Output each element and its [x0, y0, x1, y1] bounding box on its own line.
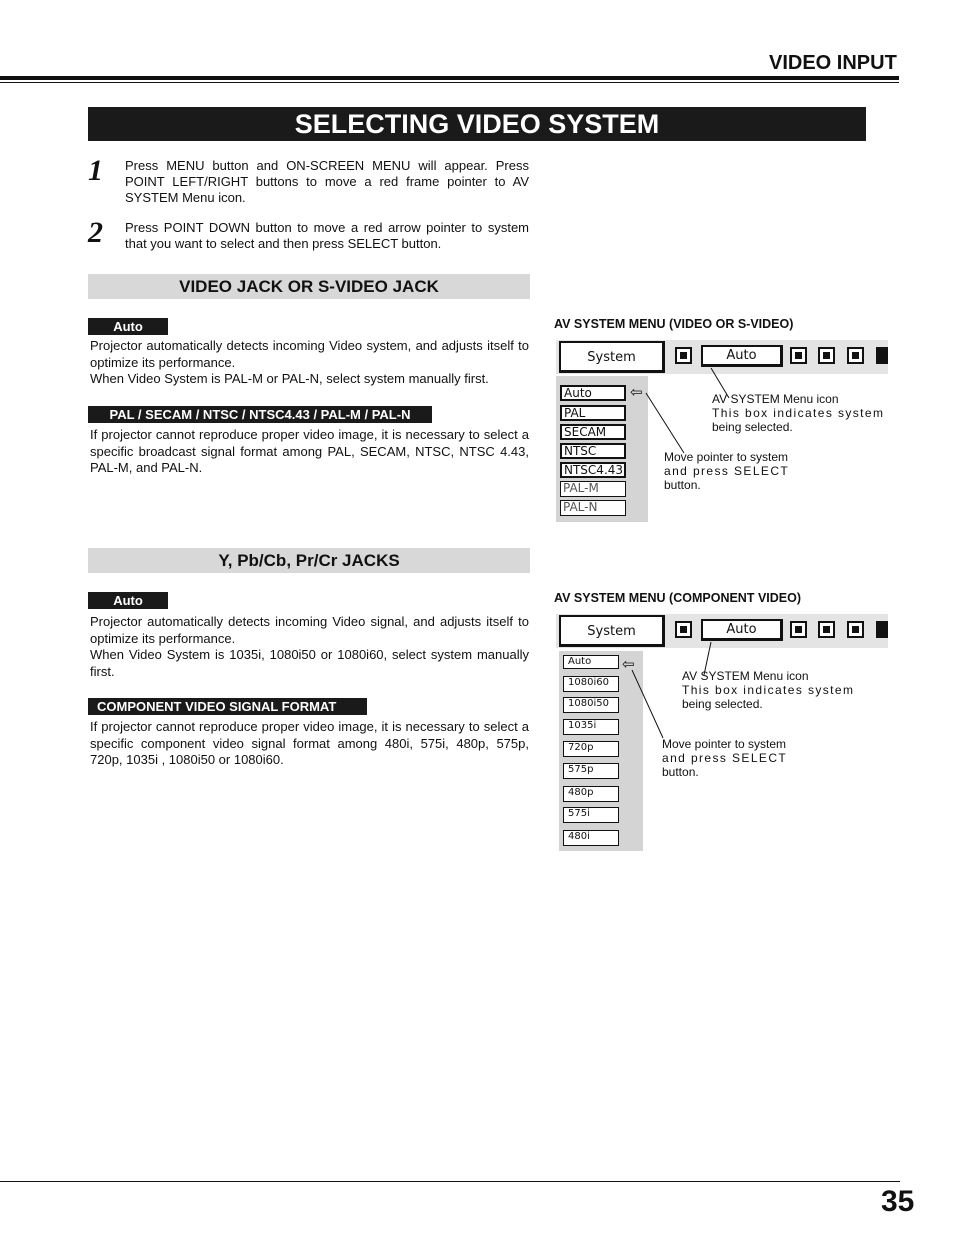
menu-component-item-7[interactable]: 575i [563, 807, 619, 823]
menu-video-item-5[interactable]: PAL-M [560, 481, 626, 497]
menu-video-pointer-callout-2: and press SELECT [664, 464, 790, 478]
component-format-text: If projector cannot reproduce proper video image, it is necessary to select a specific component video signal format among 480i, 575i, 480p, 575p, 720p, 1035i , 1080i50 or 1080i60. [90, 719, 529, 767]
menu-component-caption: AV SYSTEM MENU (COMPONENT VIDEO) [554, 591, 802, 605]
menu-component-pointer-callout [662, 737, 787, 779]
video-auto-text-2: When Video System is PAL-M or PAL-N, select system manually first. [90, 371, 489, 386]
menu-video-item-1[interactable]: PAL [560, 405, 626, 421]
video-format-text: If projector cannot reproduce proper video image, it is necessary to select a specific broadcast signal format among PAL, SECAM, NTSC, NTSC 4.43, PAL-M, and PAL-N. [90, 427, 529, 475]
menu-video-current-system[interactable]: Auto [701, 345, 783, 367]
menu-component-icon-callout-1: AV SYSTEM Menu icon [682, 669, 809, 683]
menu-component-item-8[interactable]: 480i [563, 830, 619, 846]
menu-video-pointer-arrow-icon: ⇦ [630, 384, 643, 401]
menu-video-item-6[interactable]: PAL-N [560, 500, 626, 516]
menu-video-item-4[interactable]: NTSC4.43 [560, 462, 626, 478]
step-2-number: 2 [88, 216, 103, 249]
menu-component-system-label[interactable]: System [559, 615, 665, 647]
menu-video-item-2[interactable]: SECAM [560, 424, 626, 440]
menu-component-current-system[interactable]: Auto [701, 619, 783, 641]
menu-video-pointer-callout-line [646, 393, 684, 453]
video-jack-heading: VIDEO JACK OR S-VIDEO JACK [88, 274, 530, 299]
component-jacks-heading: Y, Pb/Cb, Pr/Cr JACKS [88, 548, 530, 573]
component-format-tag: COMPONENT VIDEO SIGNAL FORMAT [88, 698, 367, 715]
step-2-text: Press POINT DOWN button to move a red arrow pointer to system that you want to select and then press SELECT button. [125, 220, 529, 251]
menu-component-item-4[interactable]: 720p [563, 741, 619, 757]
step-1-number: 1 [88, 154, 103, 187]
menu-component-pointer-callout-2: and press SELECT [662, 751, 788, 765]
menu-video-system-label[interactable]: System [559, 341, 665, 373]
menu-video-pointer-callout-3: button. [664, 478, 701, 492]
menu-component-item-3[interactable]: 1035i [563, 719, 619, 735]
component-auto-text-2: When Video System is 1035i, 1080i50 or 1080i60, select system manually first. [90, 647, 529, 679]
step-1-text: Press MENU button and ON-SCREEN MENU will appear. Press POINT LEFT/RIGHT buttons to move a red frame pointer to AV SYSTEM Menu icon. [125, 158, 529, 205]
footer-rule [0, 1181, 900, 1182]
menu-component-pointer-callout-line [632, 670, 663, 738]
menu-video-icon-callout-3: being selected. [712, 420, 793, 434]
menu-component-pointer-arrow-icon: ⇦ [622, 656, 635, 673]
video-auto-tag: Auto [88, 318, 168, 335]
menu-video-pointer-callout [664, 450, 789, 492]
page-number: 35 [881, 1185, 915, 1218]
menu-video-icon-callout-1: AV SYSTEM Menu icon [712, 392, 839, 406]
menu-component-pointer-callout-1: Move pointer to system [662, 737, 787, 751]
menu-component-item-2[interactable]: 1080i50 [563, 697, 619, 713]
menu-component-item-1[interactable]: 1080i60 [563, 676, 619, 692]
header-rule-thin [0, 82, 899, 83]
menu-video-caption: AV SYSTEM MENU (VIDEO OR S-VIDEO) [554, 317, 794, 331]
menu-video-item-3[interactable]: NTSC [560, 443, 626, 459]
menu-component-icon-callout [682, 669, 854, 711]
menu-component-item-0[interactable]: Auto [563, 655, 619, 669]
menu-component-icon-callout-2: This box indicates system [682, 683, 855, 697]
menu-component-icon-callout-3: being selected. [682, 697, 763, 711]
header-rule [0, 76, 899, 80]
video-auto-text [90, 338, 529, 388]
video-format-tag: PAL / SECAM / NTSC / NTSC4.43 / PAL-M / PAL-N [88, 406, 432, 423]
menu-video-pointer-callout-1: Move pointer to system [664, 450, 789, 464]
component-auto-text-1: Projector automatically detects incoming Video signal, and adjusts itself to optimize its performance. [90, 614, 529, 646]
component-auto-tag: Auto [88, 592, 168, 609]
section-title: VIDEO INPUT [769, 52, 897, 74]
menu-component-item-6[interactable]: 480p [563, 786, 619, 802]
menu-component-callout-lines [554, 612, 888, 854]
menu-video-icon-callout [712, 392, 884, 434]
menu-video-item-0[interactable]: Auto [560, 385, 626, 401]
menu-component-pointer-callout-3: button. [662, 765, 699, 779]
menu-component-item-5[interactable]: 575p [563, 763, 619, 779]
video-auto-text-1: Projector automatically detects incoming Video system, and adjusts itself to optimize its performance. [90, 338, 529, 370]
page-title: SELECTING VIDEO SYSTEM [88, 107, 866, 141]
component-auto-text [90, 614, 529, 680]
menu-video-icon-callout-2: This box indicates system [712, 406, 885, 420]
menu-component-screenshot [554, 612, 888, 854]
